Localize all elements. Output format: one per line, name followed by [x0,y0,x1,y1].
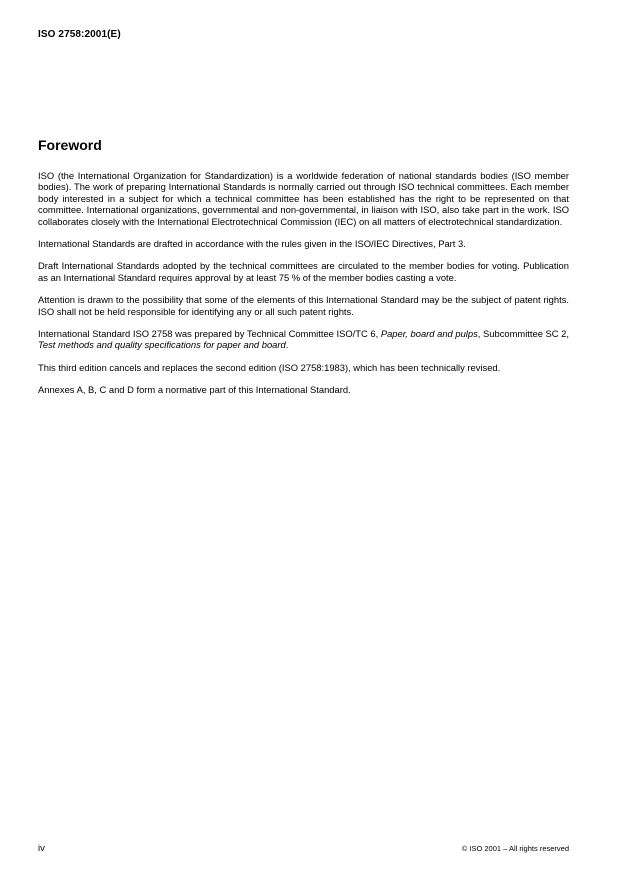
foreword-body [38,170,569,407]
paragraph-voting: Draft International Standards adopted by the technical committees are circulated to the member bodies for voting. Publication as an International Standard requires approval by at least 75 % of the member bodies casting a vote. [38,260,569,283]
paragraph-patent-rights: Attention is drawn to the possibility that some of the elements of this International Standard may be the subject of patent rights. ISO shall not be held responsible for identifying any or all such patent rights. [38,294,569,317]
paragraph-committee [38,328,569,351]
paragraph-iso-overview: ISO (the International Organization for Standardization) is a worldwide federation of national standards bodies (ISO member bodies). The work of preparing International Standards is normally carried out through ISO technical committees. Each member body interested in a subject for which a technical committee has been established has the right to be represented on that committee. International organizations, governmental and non-governmental, in liaison with ISO, also take part in the work. ISO collaborates closely with the International Electrotechnical Commission (IEC) on all matters of electrotechnical standardization. [38,170,569,227]
tc-title: Paper, board and pulps [380,328,478,340]
copyright-notice: © ISO 2001 – All rights reserved [461,844,569,853]
paragraph-annexes: Annexes A, B, C and D form a normative part of this International Standard. [38,384,351,396]
committee-text-2: , Subcommittee SC 2, [477,328,570,340]
page-number: iv [38,843,45,854]
paragraph-edition: This third edition cancels and replaces the second edition (ISO 2758:1983), which has been technically revised. [38,361,501,373]
page-title: Foreword [38,137,102,153]
committee-text-1: International Standard ISO 2758 was prepared by Technical Committee ISO/TC 6, [38,328,381,340]
paragraph-drafting-rules: International Standards are drafted in accordance with the rules given in the ISO/IEC Directives, Part 3. [38,238,466,250]
sc-title: Test methods and quality specifications for paper and board [38,339,286,351]
document-id-header: ISO 2758:2001(E) [38,29,121,40]
committee-text-3: . [285,339,289,351]
